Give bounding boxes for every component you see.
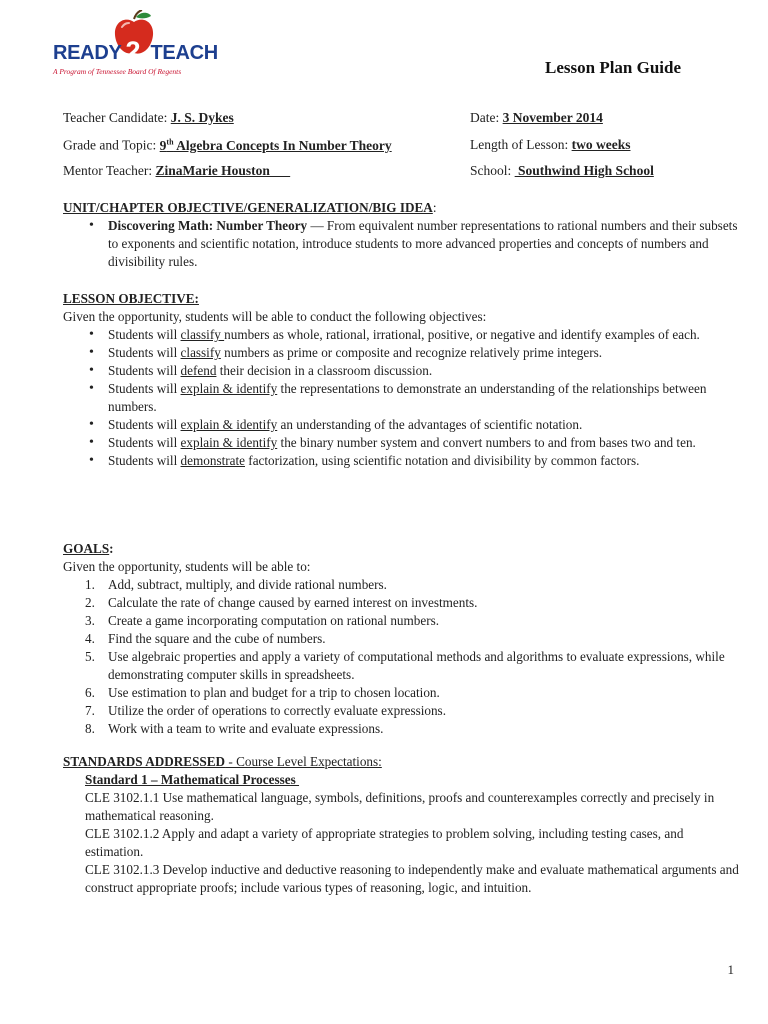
goals-list <box>63 576 743 738</box>
objective-verb: classify <box>180 345 221 360</box>
unit-heading: UNIT/CHAPTER OBJECTIVE/GENERALIZATION/BIG IDEA <box>63 200 433 215</box>
objective-text: factorization, using scientific notation and divisibility by common factors. <box>245 453 640 468</box>
unit-heading-colon: : <box>432 200 437 215</box>
list-item <box>63 594 743 612</box>
objective-prefix: Students will <box>108 363 181 378</box>
objective-prefix: Students will <box>108 453 181 468</box>
grade-suffix: th <box>166 137 174 146</box>
lesson-objective-section <box>63 290 743 470</box>
logo-number: 2 <box>125 36 141 66</box>
goal-text: Use estimation to plan and budget for a trip to chosen location. <box>108 685 440 700</box>
cle-item: CLE 3102.1.1 Use mathematical language, symbols, definitions, proofs and counterexamples correctly and precisely in mathematical reasoning. <box>85 790 715 823</box>
list-item <box>63 702 743 720</box>
objective-text: an understanding of the advantages of scientific notation. <box>277 417 583 432</box>
length-label: Length of Lesson: <box>470 137 572 152</box>
school-value: Southwind High School <box>514 163 654 178</box>
objective-prefix: Students will <box>108 435 181 450</box>
document-title: Lesson Plan Guide <box>545 58 682 77</box>
list-item <box>63 434 743 452</box>
list-item <box>63 630 743 648</box>
goals-heading: GOALS <box>63 541 110 556</box>
logo-tagline: A Program of Tennessee Board Of Regents <box>53 67 182 76</box>
teacher-candidate-field <box>63 110 234 126</box>
logo-word-ready: READY <box>53 42 122 64</box>
cle-item: CLE 3102.1.2 Apply and adapt a variety of appropriate strategies to problem solving, including testing cases, and estimation. <box>85 826 684 859</box>
grade-topic-field <box>63 137 392 154</box>
list-item <box>63 416 743 434</box>
unit-bullet <box>63 217 743 271</box>
page-number: 1 <box>727 962 734 977</box>
standards-heading: STANDARDS ADDRESSED <box>63 754 226 769</box>
grade-label: Grade and Topic: <box>63 137 160 153</box>
objective-text: the representations to demonstrate an understanding of the relationships between numbers. <box>108 381 707 414</box>
grade-number: 9 <box>159 137 167 153</box>
standards-section <box>63 753 743 897</box>
list-item <box>63 362 743 380</box>
goal-text: Find the square and the cube of numbers. <box>108 631 326 646</box>
date-field <box>470 110 603 126</box>
unit-heading-line <box>63 199 743 217</box>
goals-intro: Given the opportunity, students will be able to: <box>63 559 311 574</box>
goal-text: Calculate the rate of change caused by earned interest on investments. <box>108 595 478 610</box>
unit-objective-section <box>63 199 743 271</box>
goals-heading-line <box>63 540 743 558</box>
ready2teach-logo <box>50 8 218 80</box>
standards-heading-line <box>63 753 743 771</box>
goal-number: 7. <box>85 703 95 718</box>
objective-text: numbers as prime or composite and recognize relatively prime integers. <box>220 345 603 360</box>
logo-word-teach: TEACH <box>150 42 218 64</box>
goal-text: Work with a team to write and evaluate expressions. <box>108 721 384 736</box>
objective-text: their decision in a classroom discussion. <box>216 363 433 378</box>
standard-title: Standard 1 – Mathematical Processes <box>85 772 300 787</box>
lesson-objective-intro: Given the opportunity, students will be able to conduct the following objectives: <box>63 309 487 324</box>
objective-text: the binary number system and convert numbers to and from bases two and ten. <box>277 435 696 450</box>
logo-wordmark <box>53 42 218 65</box>
list-item <box>63 344 743 362</box>
goal-text: Use algebraic properties and apply a variety of computational methods and algorithms to evaluate expressions, while demonstrating computer skills in spreadsheets. <box>108 649 725 682</box>
goal-text: Utilize the order of operations to correctly evaluate expressions. <box>108 703 446 718</box>
objective-prefix: Students will <box>108 327 181 342</box>
mentor-teacher-field <box>63 163 290 179</box>
list-item <box>63 612 743 630</box>
standards-subheading: - Course Level Expectations: <box>225 754 382 769</box>
unit-bullet-list <box>63 217 743 271</box>
lesson-length-field <box>470 137 630 153</box>
goal-number: 4. <box>85 631 95 646</box>
goals-heading-colon: : <box>109 541 114 556</box>
list-item <box>63 720 743 738</box>
goals-section <box>63 540 743 738</box>
standard-block <box>63 771 743 897</box>
date-value: 3 November 2014 <box>502 110 603 125</box>
lesson-objective-list <box>63 326 743 470</box>
mentor-label: Mentor Teacher: <box>63 163 156 178</box>
objective-prefix: Students will <box>108 381 181 396</box>
unit-bullet-text: — From equivalent number representations to rational numbers and their subsets to exponents and scientific notation, introduce students to more advanced properties and concepts of numbers and divisibility rules. <box>108 218 738 269</box>
objective-verb: explain & identify <box>180 417 278 432</box>
teacher-label: Teacher Candidate: <box>63 110 171 125</box>
list-item <box>63 380 743 416</box>
unit-bullet-title: Discovering Math: Number Theory <box>108 218 308 233</box>
objective-prefix: Students will <box>108 417 181 432</box>
list-item <box>63 452 743 470</box>
list-item <box>63 326 743 344</box>
goal-text: Add, subtract, multiply, and divide rational numbers. <box>108 577 387 592</box>
objective-verb: explain & identify <box>180 435 278 450</box>
lesson-objective-heading: LESSON OBJECTIVE: <box>63 291 199 306</box>
goal-number: 6. <box>85 685 95 700</box>
cle-item: CLE 3102.1.3 Develop inductive and deductive reasoning to independently make and evaluate mathematical arguments and construct appropriate proofs; include various types of reasoning, logic, and intuition. <box>85 862 739 895</box>
objective-text: numbers as whole, rational, irrational, positive, or negative and identify examples of each. <box>224 327 700 342</box>
goal-number: 3. <box>85 613 95 628</box>
list-item <box>63 648 743 684</box>
goal-number: 2. <box>85 595 95 610</box>
date-label: Date: <box>470 110 503 125</box>
goal-text: Create a game incorporating computation on rational numbers. <box>108 613 440 628</box>
teacher-value: J. S. Dykes <box>170 110 234 125</box>
list-item <box>63 576 743 594</box>
grade-value: Algebra Concepts In Number Theory <box>173 137 392 153</box>
objective-verb: classify <box>180 327 225 342</box>
goal-number: 8. <box>85 721 95 736</box>
length-value: two weeks <box>571 137 631 152</box>
objective-prefix: Students will <box>108 345 181 360</box>
objective-verb: explain & identify <box>180 381 278 396</box>
goal-number: 1. <box>85 577 95 592</box>
school-field <box>470 163 654 179</box>
list-item <box>63 684 743 702</box>
objective-verb: demonstrate <box>180 453 245 468</box>
mentor-value: ZinaMarie Houston <box>155 163 291 178</box>
school-label: School: <box>470 163 515 178</box>
objective-verb: defend <box>180 363 217 378</box>
goal-number: 5. <box>85 649 95 664</box>
